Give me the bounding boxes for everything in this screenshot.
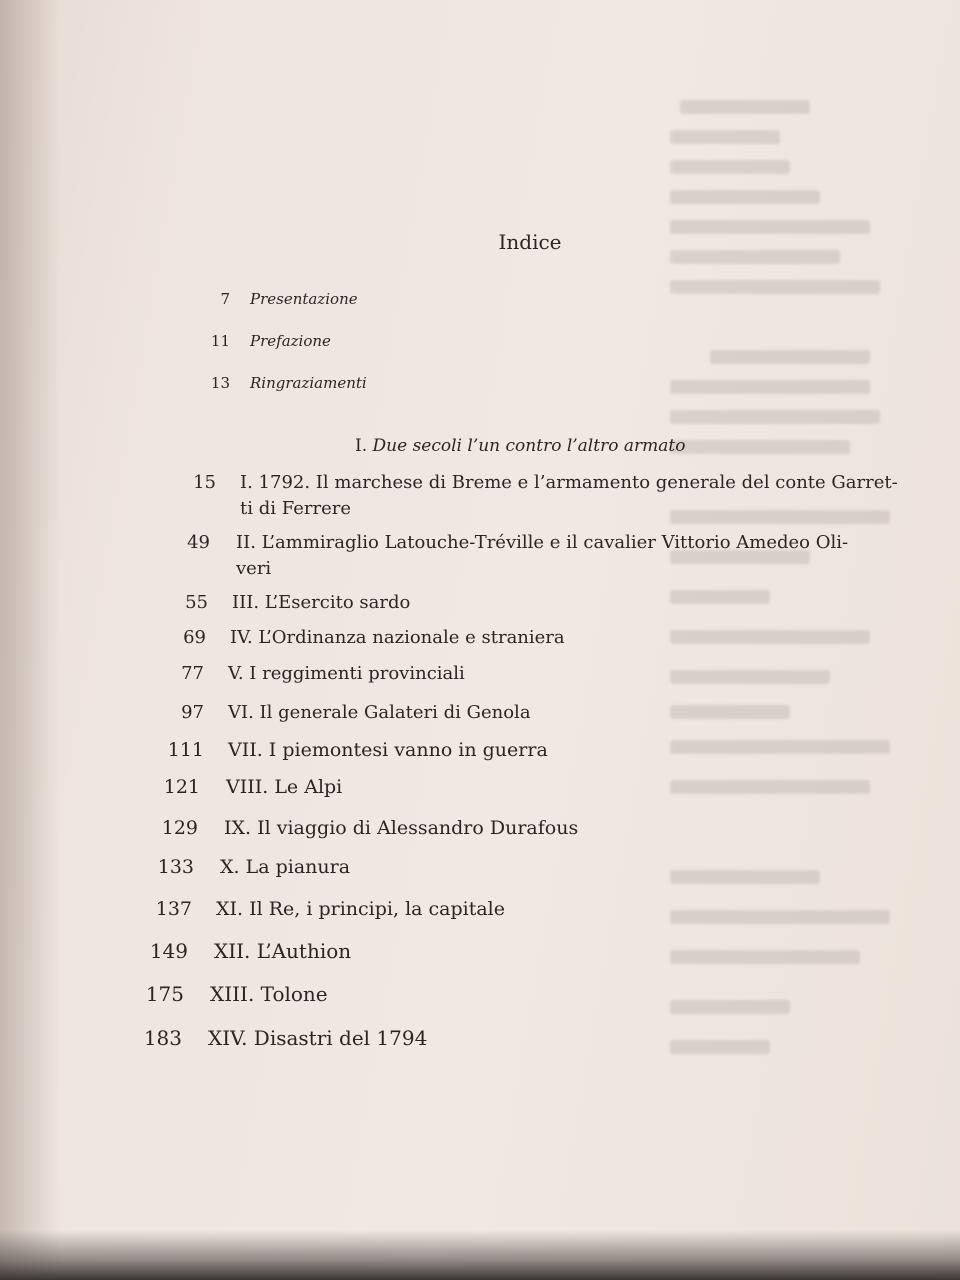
- page-number: 183: [143, 1026, 182, 1050]
- page-number: 7: [220, 290, 230, 308]
- chapter-title: IX. Il viaggio di Alessandro Durafous: [224, 817, 579, 839]
- chapter-title: XII. L’Authion: [214, 939, 352, 963]
- chapter-title: IV. L’Ordinanza nazionale e straniera: [230, 627, 565, 648]
- part-title: Due secoli l’un contro l’altro armato: [372, 436, 686, 456]
- chapter-title-continued: veri: [236, 558, 272, 579]
- chapter-title: II. L’ammiraglio Latouche-Tréville e il cavalier Vittorio Amedeo Oli-: [236, 532, 849, 553]
- chapter-title: VI. Il generale Galateri di Genola: [228, 702, 531, 723]
- entry-title: Prefazione: [250, 332, 331, 350]
- page-number: 121: [163, 776, 200, 798]
- page-number: 149: [149, 939, 188, 963]
- page-bottom-edge: [0, 1230, 960, 1280]
- page-number: 129: [161, 817, 198, 839]
- page-number: 137: [155, 898, 192, 920]
- chapter-title: X. La pianura: [220, 856, 351, 878]
- page-number: 55: [185, 592, 208, 613]
- page-number: 111: [167, 739, 204, 761]
- chapter-title: VIII. Le Alpi: [226, 776, 343, 798]
- binding-shadow: [0, 0, 60, 1280]
- chapter-title: XIV. Disastri del 1794: [208, 1026, 428, 1050]
- show-through-text: [560, 90, 900, 1070]
- page-number: 49: [187, 532, 210, 553]
- entry-title: Ringraziamenti: [250, 374, 367, 392]
- page-number: 15: [193, 472, 216, 493]
- chapter-title-continued: ti di Ferrere: [240, 498, 351, 519]
- chapter-title: V. I reggimenti provinciali: [228, 663, 465, 684]
- chapter-title: XI. Il Re, i principi, la capitale: [216, 898, 506, 920]
- part-heading: [355, 436, 685, 456]
- page-number: 77: [181, 663, 204, 684]
- page-number: 133: [157, 856, 194, 878]
- part-numeral: I.: [355, 436, 368, 456]
- page-number: 175: [145, 982, 184, 1006]
- page-number: 13: [210, 374, 230, 392]
- page-number: 69: [183, 627, 206, 648]
- page-number: 11: [210, 332, 230, 350]
- chapter-title: VII. I piemontesi vanno in guerra: [228, 739, 548, 761]
- page-title: Indice: [498, 230, 562, 254]
- chapter-title: I. 1792. Il marchese di Breme e l’armamento generale del conte Garret-: [240, 472, 898, 493]
- chapter-title: III. L’Esercito sardo: [232, 592, 411, 613]
- chapter-title: XIII. Tolone: [210, 982, 328, 1006]
- page-number: 97: [181, 702, 204, 723]
- entry-title: Presentazione: [250, 290, 358, 308]
